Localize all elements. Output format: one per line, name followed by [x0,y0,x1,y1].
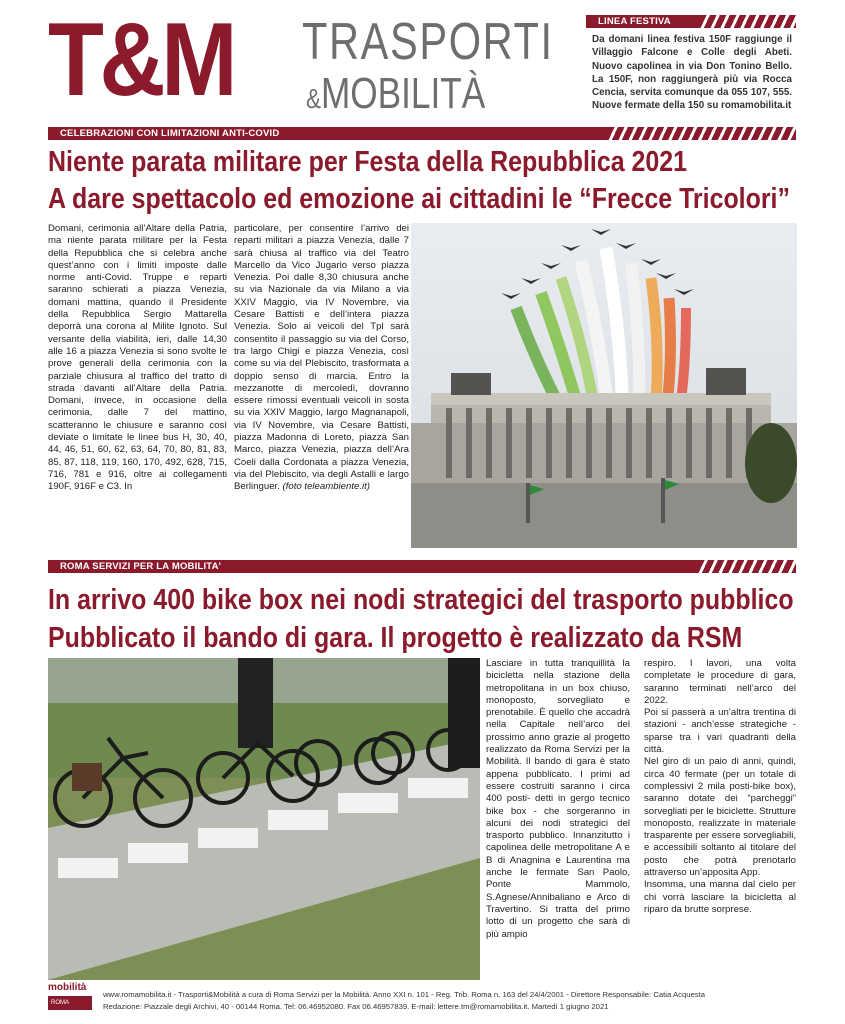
footer-line: Redazione: Piazzale degli Archivi, 40 - 00144 Roma. Tel: 06.46952080. Fax 06.46957839. E-mail: lettere.tm@romamobilita.it. Martedì 1 giugno 2021 [103,1001,609,1011]
article-column [234,223,409,494]
article-text: particolare, per consentire l’arrivo dei reparti militari a piazza Venezia, dalle 7 sarà chiusa al traffico via del Teatro Marcello da Vico Jugario verso piazza Venezia. Poi dalle 8,30 chiusura anche su via Nazionale da via Milano a via XXIV Maggio, via IV Novembre, via Cesare Battisti e dell’intera piazza Venezia. Solo ai veicoli del Tpl sarà consentito il passaggio su via del Corso, tra largo Chigi e piazza Venezia, così come su via del Plebiscito, trasformata a doppio senso di marcia. Entro la mezzanotte di mercoledì, dovranno essere rimossi eventuali veicoli in sosta su via XXIV Maggio, largo Magnanapoli, via IV Novembre, via Cesare Battisti, piazza Madonna di Loreto, piazza San Marco, piazza Venezia, piazza dell’Ara Coeli dalla Cordonata a piazza Venezia, via del Plebiscito, via degli Astalli e largo Berlinguer. [234,223,409,493]
article-paragraph: Insomma, una manna dal cielo per chi vorrà lasciare la bicicletta al riparo da brutte sorprese. [644,879,796,915]
photo-frecce-tricolori [411,223,797,548]
subheadline: Pubblicato il bando di gara. Il progetto è realizzato da RSM [48,622,743,654]
subheadline: A dare spettacolo ed emozione ai cittadini le “Frecce Tricolori” [48,183,790,215]
masthead-logo [0,0,580,125]
sidebar-stripes [700,15,796,28]
article-paragraph: Nel giro di un paio di anni, quindi, circa 40 fermate (per un totale di complessivi 2 mila posti-bike box), saranno dotate dei “parcheggi” sorvegliati per le biciclette. Strutture monoposto, realizzate in materiale trasparente per essere sorvegliabili, e accessibili soltanto al titolare del posto che potrà prenotarlo attraverso un’apposita App. [644,756,796,879]
article-column: Lasciare in tutta tranquillità la bicicletta nella stazione della metropolitana in un box chiuso, monoposto, sorvegliato e prenotabile. È quello che accadrà nella Capitale nell’arco del prossimo anno grazie al progetto realizzato da Roma Servizi per la Mobilità. Il bando di gara è stato appena pubblicato. I primi ad essere costruiti saranno i circa 400 posti- detti in gergo tecnico bike box - che sorgeranno in alcuni dei nodi strategici del trasporto pubblico. Innanzitutto i capolinea delle metropolitane A e B di Anagnina e Laurentina ma anche le fermate San Paolo, Ponte Mammolo, S.Agnese/Annibaliano e Arco di Travertino. Si tratta del primo lotto di un progetto che sarà di più ampio [486,658,630,940]
footer-text [103,989,803,1012]
logo-trasporti: TRASPORTI [302,13,554,71]
logo-mobilita: MOBILITÀ [320,69,486,118]
section-label: CELEBRAZIONI CON LIMITAZIONI ANTI-COVID [48,127,608,140]
logo-tm: T&M [48,2,234,118]
logo-ampersand: & [306,83,321,114]
footer-logo-sub: ROMA [48,996,92,1010]
article-paragraph: respiro. I lavori, una volta completate le procedure di gara, saranno terminati nell’arco del 2022. [644,658,796,706]
section-stripes [698,560,796,573]
section-label: ROMA SERVIZI PER LA MOBILITA' [48,560,698,573]
article-column: Domani, cerimonia all’Altare della Patria, ma niente parata militare per la Festa della Repubblica che si celebra anche quest’anno con i limiti imposte dalle norme anti-Covid. Truppe e reparti saranno schierati a piazza Venezia, domani mattina, quando il Presidente della Repubblica Sergio Mattarella deporrà una corona al Milite Ignoto. Sul versante della viabilità, ieri, dalle 14,30 alle 16 a piazza Venezia si sono svolte le prove generali della cerimonia con la parziale chiusura al traffico del tratto di strada davanti all’Altare della Patria. Domani, invece, in occasione della cerimonia, dalle 7 del mattino, scatteranno le chiusure e saranno così deviate o limitate le linee bus H, 30, 40, 44, 46, 51, 60, 62, 63, 64, 70, 80, 81, 83, 85, 87, 118, 119, 160, 170, 492, 628, 715, 716, 781 e 916, oltre ai collegamenti 190F, 916F e C3. In [48,223,227,493]
footer-line: www.romamobilita.it - Trasporti&Mobilità a cura di Roma Servizi per la Mobilità. Anno XXI n. 101 - Reg. Trib. Roma n. 163 del 24/4/2001 - Direttore Responsabile: Catia Acquesta [103,990,706,999]
article-paragraph: Poi si passerà a un’altra trentina di stazioni - anch’esse strategiche - sparse tra i vari quadranti della città. [644,707,796,756]
headline: In arrivo 400 bike box nei nodi strategici del trasporto pubblico [48,584,794,616]
footer-logo [48,982,92,1020]
sidebar-text: Da domani linea festiva 150F raggiunge il Villaggio Falcone e Colle degli Abeti. Nuovo capolinea in via Don Tonino Bello. La 150F, non raggiungerà più via Rocca Cencia, servita comunque da 055 107, 555. Nuove fermate della 150 su romamobilita.it [592,34,792,112]
article-column [644,658,796,916]
section-stripes [608,127,796,140]
photo-bike-parking [48,658,480,980]
logo-mobilita-line [306,69,486,121]
footer-logo-text: mobilità [48,982,87,993]
sidebar-title: LINEA FESTIVA [586,15,796,28]
photo-credit: (foto teleambiente.it) [282,481,371,493]
headline: Niente parata militare per Festa della Repubblica 2021 [48,146,687,178]
